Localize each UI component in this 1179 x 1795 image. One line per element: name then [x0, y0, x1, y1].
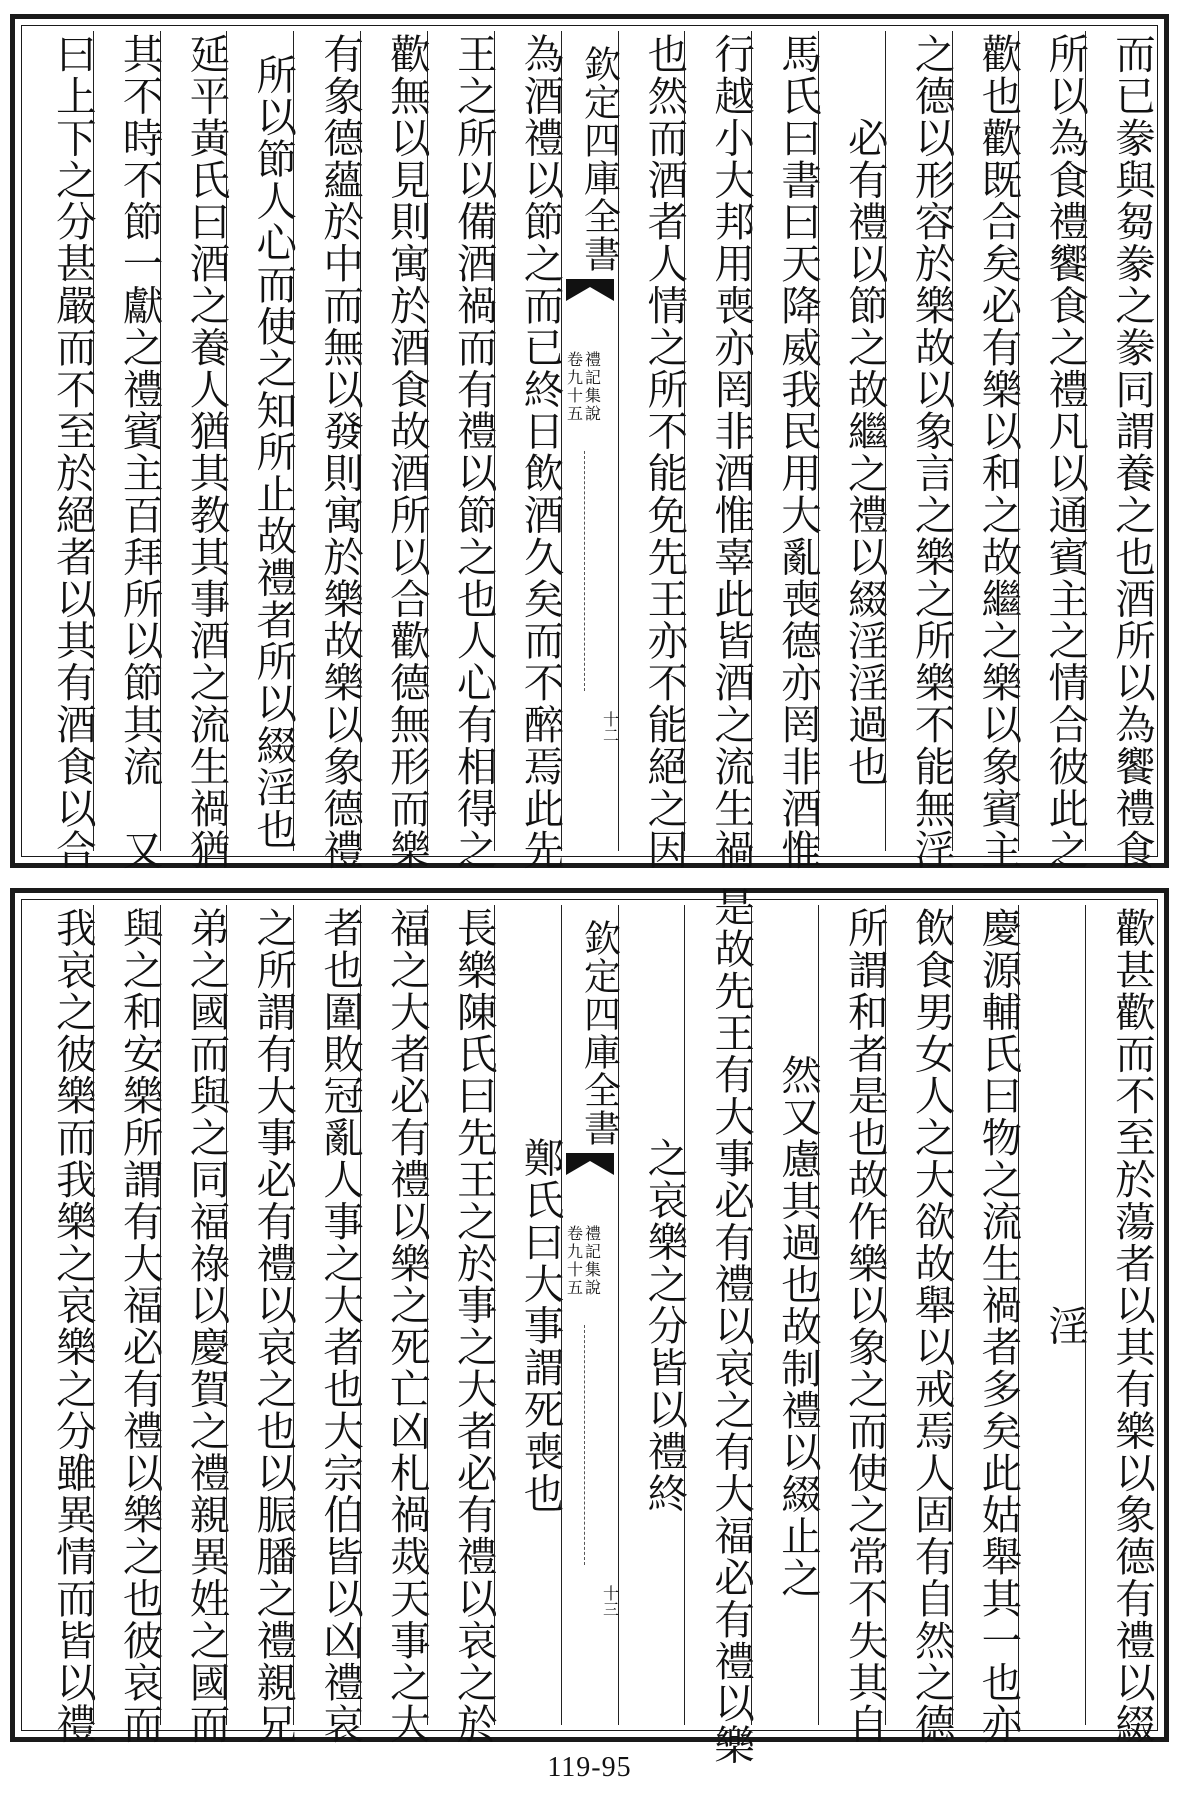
text-column: 福之大者必有禮以樂之死亡凶札禍烖天事之大	[360, 905, 427, 1725]
center-fold-header	[561, 905, 621, 1725]
text-column: 之哀樂之分皆以禮終	[618, 905, 685, 1725]
text-column: 馬氏曰書曰天降威我民用大亂喪德亦罔非酒惟	[751, 31, 818, 851]
text-column: 然又慮其過也故制禮以綴止之	[751, 905, 818, 1725]
work-title: 禮記集說	[582, 1225, 602, 1297]
book-title: 欽定四庫全書	[577, 919, 621, 1147]
fish-tail-mark-icon	[566, 1153, 614, 1175]
leaf-number: 十二	[600, 711, 620, 743]
center-dashed-rule	[584, 1325, 585, 1565]
text-column: 是故先王有大事必有禮以哀之有大福必有禮以樂	[684, 905, 751, 1725]
text-column: 曰上下之分甚嚴而不至於絕者以其有酒食以合	[48, 33, 97, 871]
center-fold-header	[561, 31, 621, 851]
text-column: 其不時不節一獻之禮賓主百拜所以節其流 又	[93, 31, 160, 851]
text-column: 歡甚歡而不至於蕩者以其有樂以象德有禮以綴	[1085, 905, 1152, 1725]
text-column: 鄭氏曰大事謂死喪也	[494, 905, 561, 1725]
lower-page-frame	[10, 886, 1169, 1766]
text-column: 行越小大邦用喪亦罔非酒惟辜此皆酒之流生禍	[684, 31, 751, 851]
text-column: 所謂和者是也故作樂以象之而使之常不失其自	[818, 905, 885, 1725]
volume-number: 卷九十五	[564, 351, 584, 423]
text-column: 淫	[1018, 905, 1085, 1725]
work-title: 禮記集說	[582, 351, 602, 423]
text-column: 延平黃氏曰酒之養人猶其教其事酒之流生禍猶	[160, 31, 227, 851]
text-column: 之所謂有大事必有禮以哀之也以脤膰之禮親兄	[226, 905, 293, 1725]
text-column: 我哀之彼樂而我樂之哀樂之分雖異情而皆以禮	[48, 907, 97, 1745]
text-column: 之德以形容於樂故以象言之樂之所樂不能無淫	[885, 31, 952, 851]
text-column: 必有禮以節之故繼之禮以綴淫淫過也	[818, 31, 885, 851]
book-title: 欽定四庫全書	[577, 45, 621, 273]
center-dashed-rule	[584, 451, 585, 691]
text-column: 所以節人心而使之知所止故禮者所以綴淫也	[226, 31, 293, 851]
text-column: 而已豢與芻豢之豢同謂養之也酒所以為饗禮食	[1085, 31, 1152, 851]
text-column: 長樂陳氏曰先王之於事之大者必有禮以哀之於	[427, 905, 494, 1725]
text-column: 所以為食禮饗食之禮凡以通賓主之情合彼此之	[1018, 31, 1085, 851]
page-number-footer: 119-95	[547, 1752, 632, 1783]
volume-number: 卷九十五	[564, 1225, 584, 1297]
upper-text-columns	[27, 31, 1156, 871]
text-column: 弟之國而與之同福祿以慶賀之禮親異姓之國而	[160, 905, 227, 1725]
text-column: 飲食男女人之大欲故舉以戒焉人固有自然之德	[885, 905, 952, 1725]
text-column: 歡也歡既合矣必有樂以和之故繼之樂以象賓主	[952, 31, 1019, 851]
text-column: 者也圍敗冠亂人事之大者也大宗伯皆以凶禮哀	[293, 905, 360, 1725]
upper-page-frame	[10, 14, 1169, 871]
lower-text-columns	[27, 886, 1156, 1766]
text-column: 歡無以見則寓於酒食故酒所以合歡德無形而樂	[360, 31, 427, 851]
text-column: 慶源輔氏曰物之流生禍者多矣此姑舉其一也亦	[952, 905, 1019, 1725]
leaf-number: 十三	[600, 1585, 620, 1617]
fish-tail-mark-icon	[566, 279, 614, 301]
text-column: 與之和安樂所謂有大福必有禮以樂之也彼哀而	[93, 905, 160, 1725]
text-column: 有象德蘊於中而無以發則寓於樂故樂以象德禮	[293, 31, 360, 851]
text-column: 為酒禮以節之而已終日飲酒久矣而不醉焉此先	[494, 31, 561, 851]
text-column: 也然而酒者人情之所不能免先王亦不能絕之因	[618, 31, 685, 851]
text-column: 王之所以備酒禍而有禮以節之也人心有相得之	[427, 31, 494, 851]
